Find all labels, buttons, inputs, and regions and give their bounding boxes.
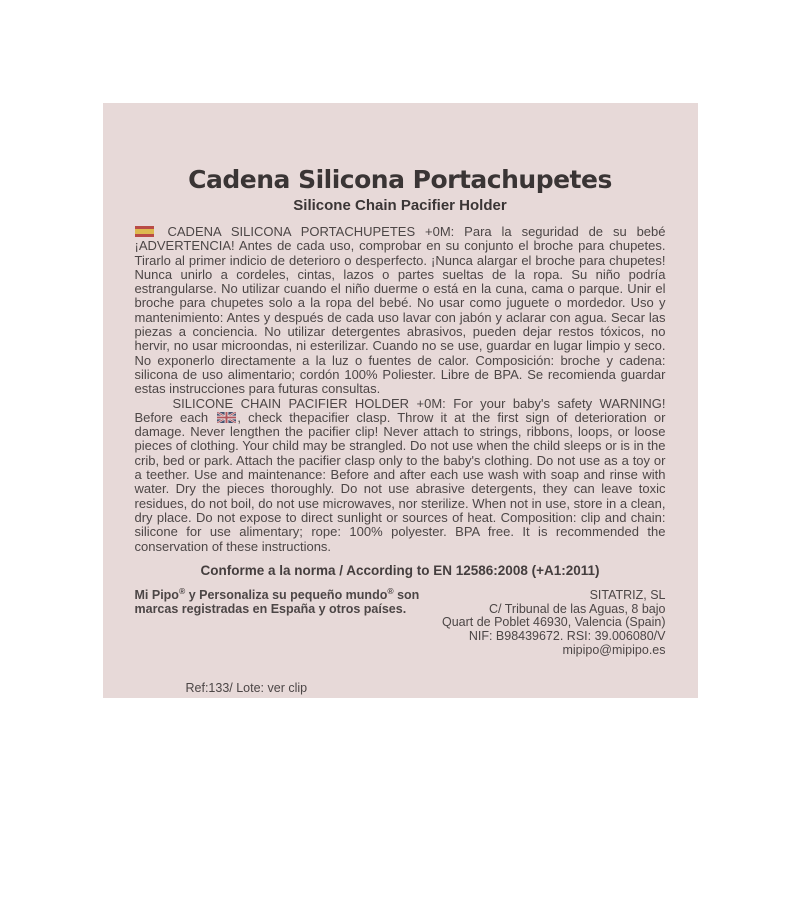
company-address-line2: Quart de Poblet 46930, Valencia (Spain) xyxy=(441,615,666,630)
trademark-notice xyxy=(134,585,440,658)
english-instructions-before-flag: SILICONE CHAIN PACIFIER HOLDER +0M: For your baby's safety WARNING! Before each xyxy=(134,395,666,425)
uk-flag-icon xyxy=(217,412,236,423)
ref-lot-line: Ref:133/ Lote: ver clip xyxy=(185,680,308,695)
page-subtitle: Silicone Chain Pacifier Holder xyxy=(293,197,507,214)
spanish-instructions-paragraph xyxy=(135,225,666,397)
company-tax-ids: NIF: B98439672. RSI: 39.006080/V xyxy=(468,629,666,644)
company-email: mipipo@mipipo.es xyxy=(562,643,666,658)
instructions-text xyxy=(135,225,666,554)
company-address-line1: C/ Tribunal de las Aguas, 8 bajo xyxy=(488,601,666,616)
company-info xyxy=(442,589,666,658)
english-instructions-after-flag: , check thepacifier clasp. Throw it at the first sign of deterioration or damage. Never lengthen the pacifier clip! Never attach to strings, ribbons, loops, or loose pieces of clothing. Your child may be strangled. Do not use when the child sleeps or is in the crib, bed or park. Attach the pacifier clasp only to the baby's clothing. Do not use as a toy or a teether. Use and maintenance: Before and after each use wash with soap and rinse with water. Dry the pieces thoroughly. Do not use abrasive detergents, they can leave toxic residues, do not boil, do not use microwaves, nor sterilize. When not in use, store in a clean, dry place. Do not expose to direct sunlight or sources of heat. Composition: clip and chain: silicone for use alimentary; rope: 100% polyester. BPA free. It is recommended the conservation of these instructions. xyxy=(134,409,666,554)
spanish-instructions: CADENA SILICONA PORTACHUPETES +0M: Para la seguridad de su bebé ¡ADVERTENCIA! Antes de cada uso, comprobar en su conjunto el broche para chupetes. Tirarlo al primer indicio de deterioro o desperfecto. ¡Nunca alargar el broche para chupetes! Nunca unirlo a cordeles, cintas, lazos o partes sueltas de la ropa. Su niño podría estrangularse. No utilizar cuando el niño duerme o está en la cuna, cama o parque. Unir el broche para chupetes solo a la ropa del bebé. No usar como juguete o mordedor. Uso y mantenimiento: Antes y después de cada uso lavar con jabón y aclarar con agua. Secar las piezas a conciencia. No utilizar detergentes abrasivos, pueden dejar restos tóxicos, no hervir, no usar microondas, ni esterilizar. Cuando no se use, guardar en lugar limpio y seco. No exponerlo directamente a la luz o fuentes de calor. Composición: broche y cadena: silicona de uso alimentario; cordón 100% Poliester. Libre de BPA. Se recomienda guardar estas instrucciones para futuras consultas. xyxy=(134,224,666,397)
product-label-card xyxy=(103,103,698,698)
registered-mark-icon: ® xyxy=(387,585,394,596)
compliance-norm-line: Conforme a la norma / According to EN 12586:2008 (+A1:2011) xyxy=(200,562,600,578)
page-title: Cadena Silicona Portachupetes xyxy=(188,165,612,194)
footer xyxy=(134,585,666,658)
registered-mark-icon: ® xyxy=(178,585,186,596)
spain-flag-icon xyxy=(135,226,154,237)
trademark-brand-1: Mi Pipo xyxy=(134,587,179,602)
company-name: SITATRIZ, SL xyxy=(589,587,666,602)
trademark-brand-2: y Personaliza su pequeño mundo xyxy=(185,587,388,602)
english-instructions-paragraph xyxy=(135,397,666,554)
trademark-tail: son marcas registradas en España y otros países. xyxy=(134,587,420,616)
